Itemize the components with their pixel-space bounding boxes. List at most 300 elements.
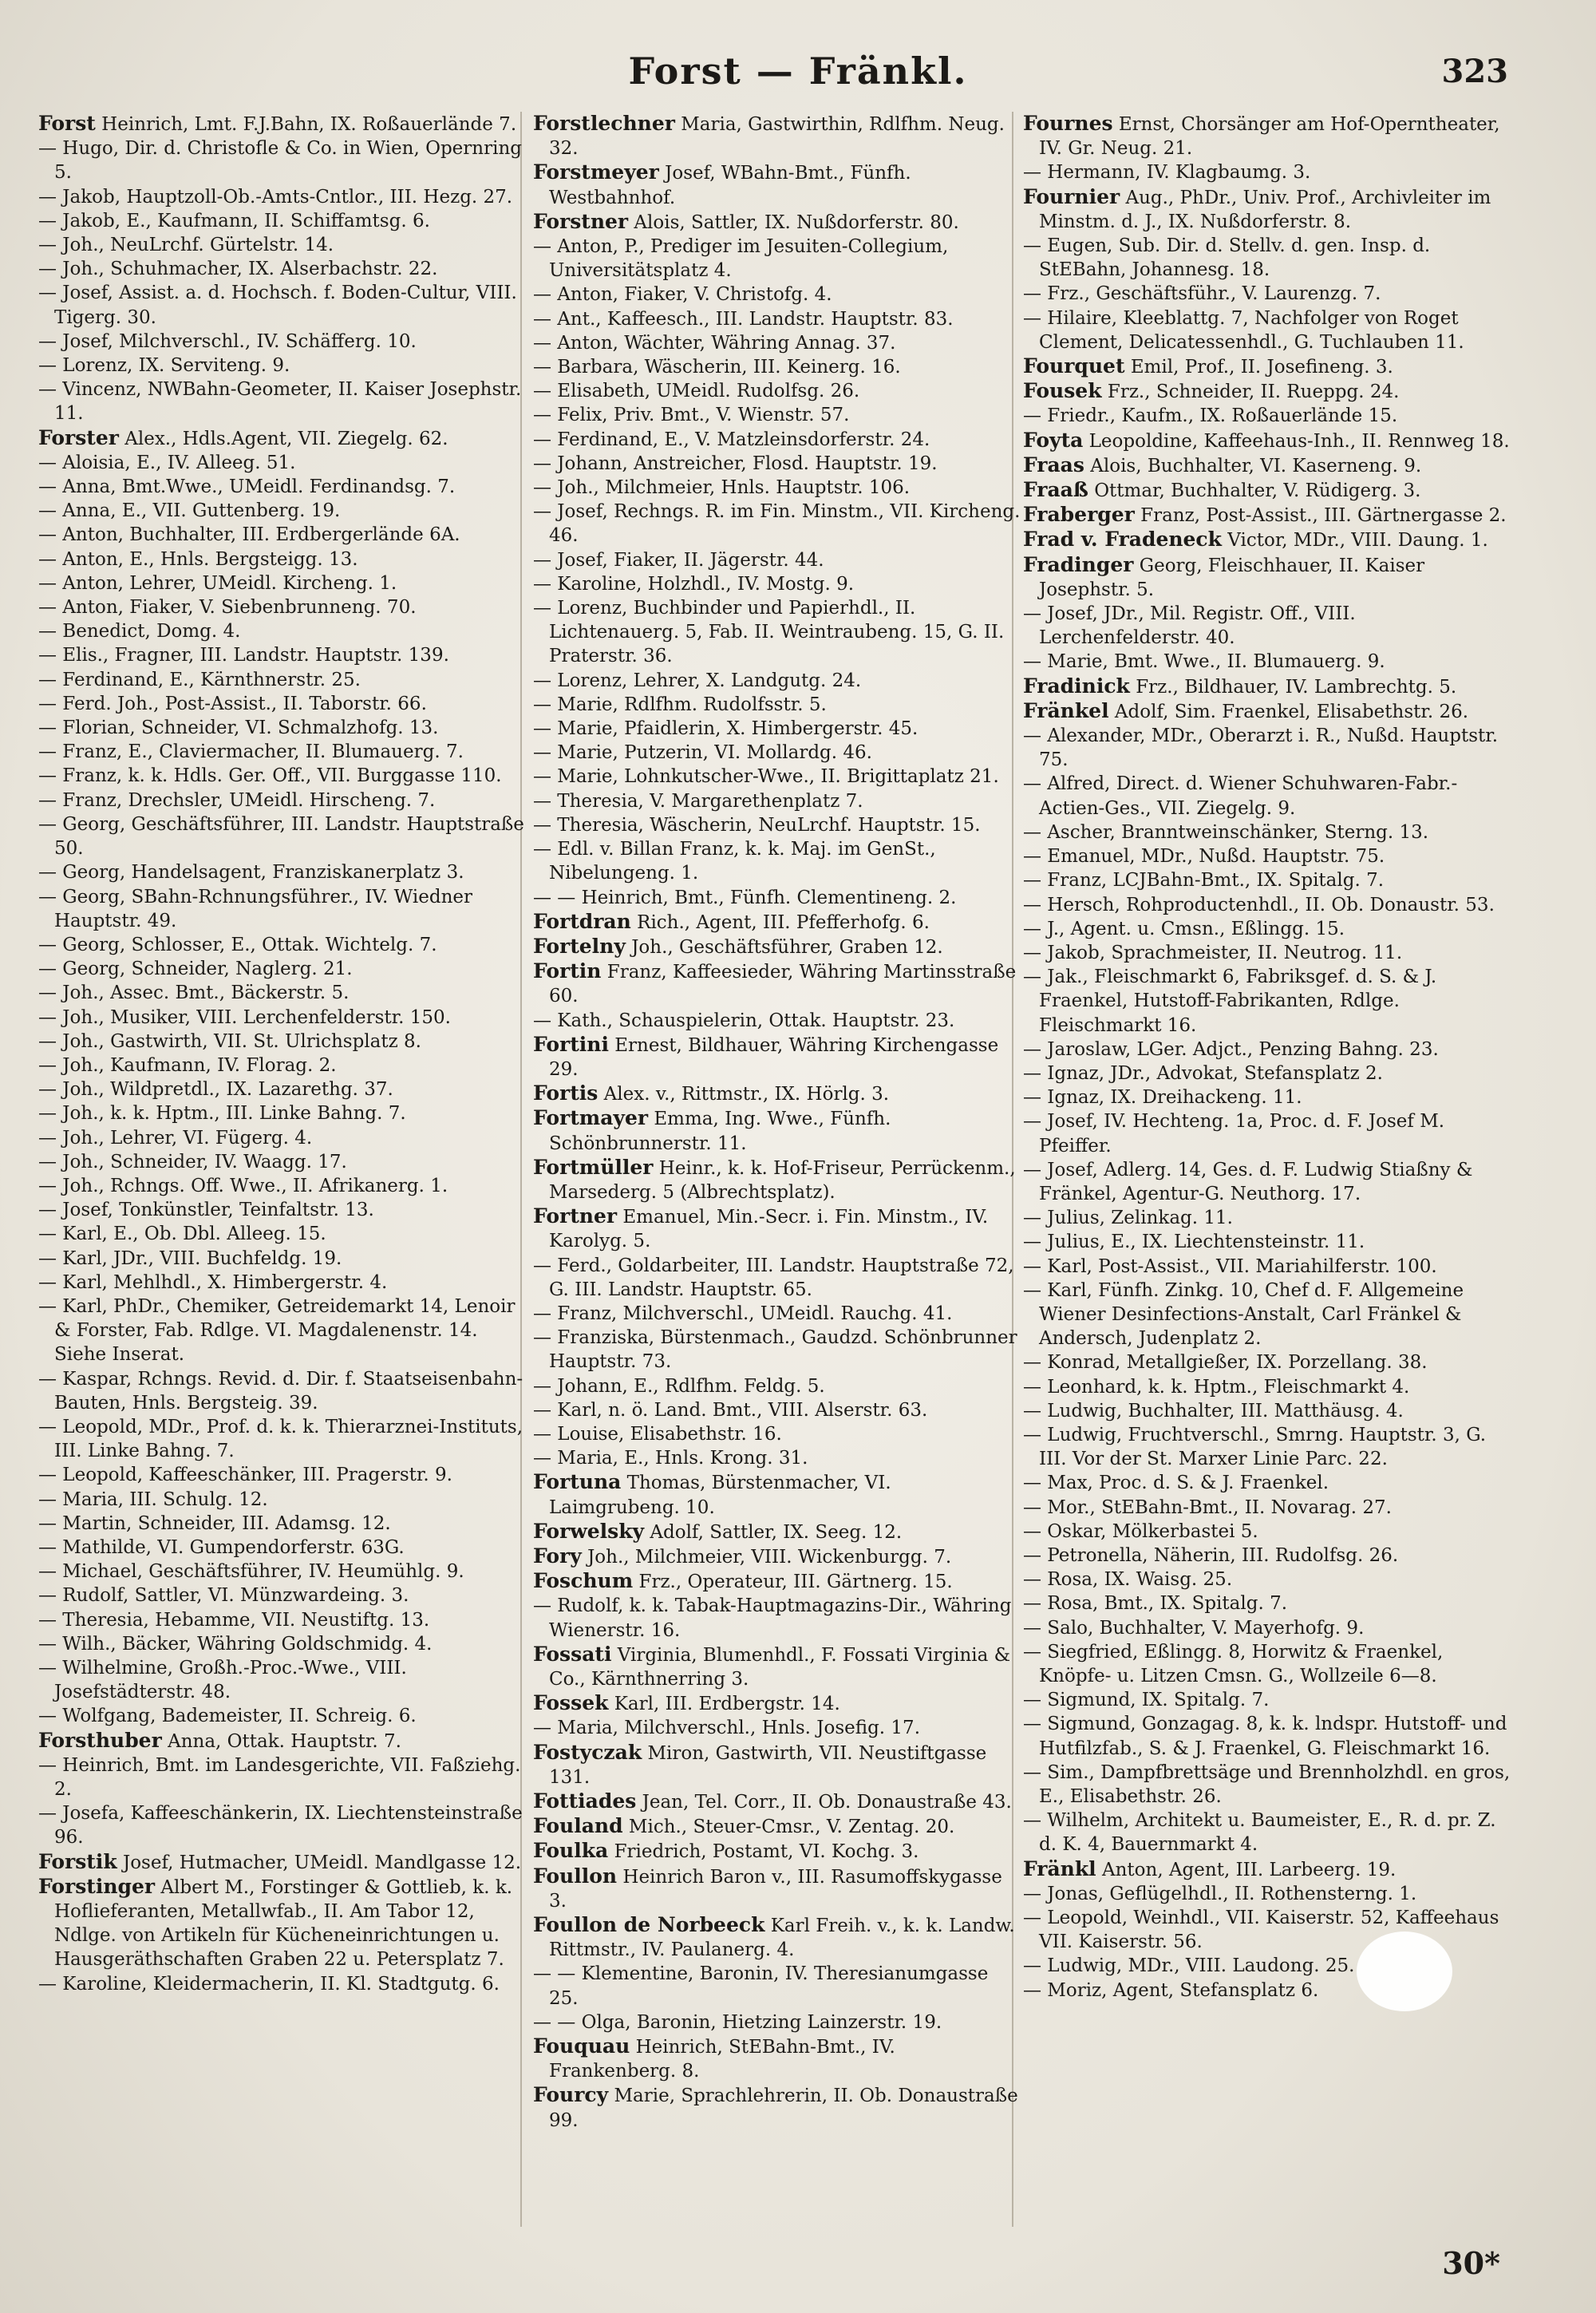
entry-details: — Jaroslaw, LGer. Adjct., Penzing Bahng. 23. (1023, 1038, 1439, 1060)
entry-details: Alois, Buchhalter, VI. Kaserneng. 9. (1090, 455, 1422, 476)
directory-entry (533, 1254, 1021, 1302)
entry-details: — Josef, Milchverschl., IV. Schäfferg. 10. (38, 330, 417, 352)
entry-details: Josef, Hutmacher, UMeidl. Mandlgasse 12. (122, 1852, 522, 1873)
entry-details: — Lorenz, IX. Serviteng. 9. (38, 355, 290, 377)
entry-details: — Josef, Tonkünstler, Teinfaltstr. 13. (38, 1200, 374, 1221)
directory-entry (533, 2034, 1021, 2083)
entry-surname: Fortner (533, 1204, 618, 1228)
directory-entry (38, 1198, 527, 1222)
directory-entry (1023, 1375, 1511, 1399)
entry-details: — Joh., NeuLrchf. Gürtelstr. 14. (38, 235, 334, 256)
entry-details: — Kath., Schauspielerin, Ottak. Hauptstr. 23. (533, 1010, 955, 1031)
entry-surname: Fousek (1023, 379, 1102, 403)
directory-entry (38, 1488, 527, 1512)
directory-entry (38, 860, 527, 884)
entry-details: — Lorenz, Lehrer, X. Landgutg. 24. (533, 670, 862, 691)
directory-entry (1023, 1423, 1511, 1471)
directory-entry (38, 1850, 527, 1875)
directory-entry (533, 1569, 1021, 1594)
directory-entry (38, 1174, 527, 1198)
directory-entry (38, 185, 527, 209)
directory-entry (1023, 1544, 1511, 1568)
entry-surname: Fortdran (533, 909, 631, 933)
entry-details: — Hersch, Rohproductenhdl., II. Ob. Donaustr. 53. (1023, 894, 1495, 915)
entry-details: Mich., Steuer-Cmsr., V. Zentag. 20. (628, 1817, 955, 1838)
directory-entry (1023, 1568, 1511, 1591)
entry-details: — Jakob, Sprachmeister, II. Neutrog. 11. (1023, 942, 1403, 963)
directory-entry (1023, 1688, 1511, 1712)
entry-details: — Hugo, Dir. d. Christofle & Co. in Wien, Opernring 5. (38, 138, 522, 184)
directory-entry (533, 837, 1021, 885)
entry-details: — Anton, Lehrer, UMeidl. Kircheng. 1. (38, 572, 397, 594)
directory-entry (38, 233, 527, 257)
entry-details: — Ferdinand, E., Kärnthnerstr. 25. (38, 669, 361, 690)
entry-surname: Foyta (1023, 428, 1084, 452)
directory-entry (1023, 893, 1511, 917)
entry-details: — Florian, Schneider, VI. Schmalzhofg. 13. (38, 718, 439, 739)
entry-details: — Ignaz, JDr., Advokat, Stefansplatz 2. (1023, 1062, 1383, 1084)
entry-details: — Barbara, Wäscherin, III. Keinerg. 16. (533, 357, 901, 378)
entry-details: Heinr., k. k. Hof-Friseur, Perrückenm., Marsederg. 5 (Albrechtsplatz). (549, 1157, 1016, 1203)
directory-entry (38, 1295, 527, 1367)
directory-entry (533, 1962, 1021, 2010)
directory-entry (1023, 1279, 1511, 1351)
entry-details: — Ludwig, Fruchtverschl., Smrng. Hauptstr. 3, G. III. Vor der St. Marxer Linie Parc. 22. (1023, 1424, 1487, 1470)
directory-entry (38, 378, 527, 425)
directory-entry (38, 1247, 527, 1271)
entry-details: — Anton, Wächter, Währing Annag. 37. (533, 332, 896, 354)
entry-details: — Joh., Assec. Bmt., Bäckerstr. 5. (38, 983, 350, 1004)
entry-details: — Konrad, Metallgießer, IX. Porzellang. 38. (1023, 1352, 1428, 1374)
directory-entry (533, 1302, 1021, 1326)
directory-entry (38, 475, 527, 499)
entry-surname: Forst (38, 112, 96, 135)
entry-details: Karl Freih. v., k. k. Landw. Rittmstr., IV. Paulanerg. 4. (549, 1916, 1015, 1961)
entry-details: Karl, III. Erdbergstr. 14. (614, 1694, 840, 1715)
directory-entry (1023, 868, 1511, 892)
entry-details: — Georg, Handelsagent, Franziskanerplatz 3. (38, 862, 464, 884)
entry-details: — Wilh., Bäcker, Währing Goldschmidg. 4. (38, 1633, 433, 1655)
directory-entry (38, 789, 527, 813)
entry-details: — Anton, P., Prediger im Jesuiten-Collegium, Universitätsplatz 4. (533, 236, 949, 282)
directory-entry (38, 1463, 527, 1487)
entry-details: — Anton, Buchhalter, III. Erdbergerlände 6A. (38, 524, 460, 546)
directory-entry (38, 1801, 527, 1849)
entry-details: — Karl, E., Ob. Dbl. Alleeg. 15. (38, 1224, 326, 1245)
entry-details: — Anna, E., VII. Guttenberg. 19. (38, 500, 341, 522)
directory-entry (38, 1222, 527, 1246)
entry-details: — Johann, Anstreicher, Flosd. Hauptstr. 19. (533, 453, 938, 474)
directory-entry (1023, 1809, 1511, 1856)
entry-details: Heinrich Baron v., III. Rasumoffskygasse 3. (549, 1866, 1002, 1912)
entry-details: Thomas, Bürstenmacher, VI. Laimgrubeng. 10. (549, 1473, 891, 1518)
entry-details: — Maria, E., Hnls. Krong. 31. (533, 1448, 808, 1469)
entry-details: — Josef, IV. Hechteng. 1a, Proc. d. F. Josef M. Pfeiffer. (1023, 1111, 1445, 1156)
entry-details: — Alfred, Direct. d. Wiener Schuhwaren-Fabr.-Actien-Ges., VII. Ziegelg. 9. (1023, 773, 1458, 819)
directory-entry (533, 2083, 1021, 2132)
entry-details: Aug., PhDr., Univ. Prof., Archivleiter im Minstm. d. J., IX. Nußdorferstr. 8. (1039, 187, 1491, 232)
entry-details: — Joh., Lehrer, VI. Fügerg. 4. (38, 1127, 313, 1149)
entry-surname: Fortmayer (533, 1106, 649, 1130)
directory-entry (1023, 1350, 1511, 1374)
directory-entry (533, 959, 1021, 1008)
entry-details: — Marie, Lohnkutscher-Wwe., II. Brigittaplatz 21. (533, 766, 999, 788)
entry-surname: Fouland (533, 1814, 623, 1838)
entry-surname: Fouquau (533, 2034, 630, 2058)
entry-details: — Lorenz, Buchbinder und Papierhdl., II. Lichtenauerg. 5, Fab. II. Weintraubeng. 15, G. II. Praterstr. 36. (533, 598, 1005, 667)
directory-entry (1023, 844, 1511, 868)
entry-details: — Leopold, Weinhdl., VII. Kaiserstr. 52, Kaffeehaus VII. Kaiserstr. 56. (1023, 1908, 1499, 1953)
entry-details: Frz., Bildhauer, IV. Lambrechtg. 5. (1136, 676, 1457, 698)
directory-entry (38, 136, 527, 184)
entry-details: — Ascher, Branntweinschänker, Sterng. 13. (1023, 821, 1429, 843)
entry-surname: Fostyczak (533, 1740, 642, 1764)
entry-details: — Maria, Milchverschl., Hnls. Josefig. 17. (533, 1718, 920, 1739)
directory-entry (38, 643, 527, 667)
entry-details: — Ludwig, Buchhalter, III. Matthäusg. 4. (1023, 1400, 1404, 1421)
directory-entry (38, 1754, 527, 1801)
directory-entry (1023, 1496, 1511, 1520)
directory-entry (1023, 1591, 1511, 1615)
directory-entry (533, 1156, 1021, 1204)
entry-details: — Vincenz, NWBahn-Geometer, II. Kaiser Josephstr. 11. (38, 379, 522, 425)
directory-entry (1023, 282, 1511, 306)
directory-entry (1023, 1857, 1511, 1882)
entry-details: Georg, Fleischhauer, II. Kaiser Josephstr. 5. (1039, 555, 1425, 600)
directory-entry (38, 764, 527, 788)
entry-details: — Marie, Rdlfhm. Rudolfsstr. 5. (533, 694, 827, 715)
directory-entry (533, 741, 1021, 765)
entry-details: — Marie, Bmt. Wwe., II. Blumauerg. 9. (1023, 651, 1385, 673)
directory-entry (1023, 674, 1511, 699)
entry-details: — Jak., Fleischmarkt 6, Fabriksgef. d. S. & J. Fraenkel, Hutstoff-Fabrikanten, Rdlge. Fleischmarkt 16. (1023, 967, 1437, 1036)
directory-entry (1023, 1038, 1511, 1062)
entry-details: — Joh., k. k. Hptm., III. Linke Bahng. 7. (38, 1103, 406, 1125)
directory-entry (533, 452, 1021, 476)
directory-entry (1023, 917, 1511, 941)
entry-details: — Rosa, Bmt., IX. Spitalg. 7. (1023, 1593, 1288, 1615)
entry-details: — Josef, Adlerg. 14, Ges. d. F. Ludwig Stiaßny & Fränkel, Agentur-G. Neuthorg. 17. (1023, 1159, 1473, 1204)
entry-details: Josef, WBahn-Bmt., Fünfh. Westbahnhof. (549, 163, 911, 208)
entry-details: — Elis., Fragner, III. Landstr. Hauptstr. 139. (38, 645, 449, 666)
directory-entry (1023, 429, 1511, 453)
directory-entry (38, 1632, 527, 1656)
entry-details: — Ludwig, MDr., VIII. Laudong. 25. (1023, 1955, 1355, 1977)
directory-entry (38, 981, 527, 1005)
entry-details: — Karl, Post-Assist., VII. Mariahilferstr. 100. (1023, 1255, 1437, 1277)
entry-details: — Elisabeth, UMeidl. Rudolfsg. 26. (533, 381, 860, 402)
directory-entry (1023, 112, 1511, 160)
directory-entry (1023, 553, 1511, 602)
entry-details: — Martin, Schneider, III. Adamsg. 12. (38, 1512, 391, 1534)
entry-details: Heinrich, Lmt. F.J.Bahn, IX. Roßauerlände 7. (101, 114, 517, 135)
entry-details: — Joh., Milchmeier, Hnls. Hauptstr. 106. (533, 477, 911, 499)
directory-entry (1023, 503, 1511, 528)
entry-details: — Leopold, MDr., Prof. d. k. k. Thierarznei-Instituts, III. Linke Bahng. 7. (38, 1416, 523, 1462)
directory-entry (1023, 602, 1511, 650)
directory-entry (38, 1126, 527, 1150)
directory-entry (1023, 160, 1511, 184)
directory-entry (38, 933, 527, 957)
entry-details: — Wilhelm, Architekt u. Baumeister, E., R. d. pr. Z. d. K. 4, Bauernmarkt 4. (1023, 1810, 1496, 1856)
directory-entry (533, 112, 1021, 160)
directory-entry (1023, 1399, 1511, 1423)
directory-entry (1023, 1109, 1511, 1157)
entry-surname: Fottiades (533, 1789, 637, 1813)
entry-details: — Karl, PhDr., Chemiker, Getreidemarkt 14, Lenoir & Forster, Fab. Rdlge. VI. Magdalenenstr. 14. Siehe Inserat. (38, 1295, 516, 1366)
directory-entry (38, 112, 527, 136)
entry-details: — Julius, E., IX. Liechtensteinstr. 11. (1023, 1232, 1365, 1253)
directory-entry (1023, 528, 1511, 552)
directory-entry (38, 1584, 527, 1607)
directory-entry (533, 1446, 1021, 1470)
entry-surname: Frad v. Fradeneck (1023, 528, 1222, 552)
entry-details: — Alexander, MDr., Oberarzt i. R., Nußd. Hauptstr. 75. (1023, 726, 1499, 771)
entry-details: — Benedict, Domg. 4. (38, 621, 241, 642)
entry-surname: Fradinick (1023, 674, 1130, 698)
directory-entry (533, 307, 1021, 331)
entry-surname: Forstinger (38, 1874, 156, 1898)
entry-details: — Joh., Gastwirth, VII. St. Ulrichsplatz 8. (38, 1030, 421, 1052)
entry-details: — Wolfgang, Bademeister, II. Schreig. 6. (38, 1706, 417, 1727)
column-2 (533, 112, 1021, 2267)
entry-details: — Jakob, Hauptzoll-Ob.-Amts-Cntlor., III. Hezg. 27. (38, 186, 513, 208)
entry-details: — Franz, Drechsler, UMeidl. Hirscheng. 7. (38, 789, 436, 811)
entry-details: — Franz, E., Claviermacher, II. Blumauerg. 7. (38, 741, 464, 763)
directory-entry (38, 813, 527, 860)
entry-surname: Fortis (533, 1081, 598, 1105)
directory-entry (38, 1536, 527, 1560)
directory-entry (38, 523, 527, 547)
directory-entry (533, 1106, 1021, 1155)
entry-details: Albert M., Forstinger & Gottlieb, k. k. Hoflieferanten, Metallwfab., II. Am Tabor 12, Ndlge. von Artikeln für Kücheneinrichtungen u. Hausgeräthschaften Graben 22 u. Petersplatz 7. (54, 1876, 513, 1971)
entry-surname: Fossek (533, 1691, 609, 1715)
entry-details: — Sigmund, Gonzagag. 8, k. k. lndspr. Hutstoff- und Hutfilzfab., S. & J. Fraenkel, G. Fleischmarkt 16. (1023, 1714, 1507, 1759)
entry-details: Ottmar, Buchhalter, V. Rüdigerg. 3. (1094, 480, 1421, 502)
entry-details: — Mor., StEBahn-Bmt., II. Novarag. 27. (1023, 1497, 1392, 1518)
entry-details: — Heinrich, Bmt. im Landesgerichte, VII. Faßziehg. 2. (38, 1754, 521, 1801)
entry-details: Franz, Kaffeesieder, Währing Martinsstraße 60. (549, 962, 1017, 1007)
entry-details: Alex. v., Rittmstr., IX. Hörlg. 3. (603, 1084, 890, 1105)
directory-entry (38, 354, 527, 378)
entry-details: Anton, Agent, III. Larbeerg. 19. (1102, 1859, 1396, 1880)
directory-entry (38, 1415, 527, 1463)
entry-surname: Fournes (1023, 112, 1113, 135)
directory-entry (533, 379, 1021, 403)
entry-details: — Karoline, Kleidermacherin, II. Kl. Stadtgutg. 6. (38, 1973, 500, 1995)
entry-details: — Moriz, Agent, Stefansplatz 6. (1023, 1979, 1319, 2001)
entry-details: — Jakob, E., Kaufmann, II. Schiffamtsg. 6. (38, 210, 430, 231)
entry-surname: Fortmüller (533, 1155, 654, 1179)
entry-details: Ernest, Bildhauer, Währing Kirchengasse 29. (549, 1034, 999, 1080)
entry-details: Marie, Sprachlehrerin, II. Ob. Donaustraße 99. (549, 2086, 1018, 2131)
directory-entry (533, 355, 1021, 379)
directory-entry (1023, 965, 1511, 1038)
directory-entry (38, 1512, 527, 1536)
directory-entry (38, 1704, 527, 1728)
directory-entry (38, 1875, 527, 1972)
entry-details: — Franz, k. k. Hdls. Ger. Off., VII. Burggasse 110. (38, 765, 502, 787)
entry-details: — Ferdinand, E., V. Matzleinsdorferstr. 24. (533, 429, 930, 450)
directory-entry (533, 813, 1021, 837)
entry-details: — Rudolf, Sattler, VI. Münzwardeing. 3. (38, 1585, 409, 1607)
entry-details: Miron, Gastwirth, VII. Neustiftgasse 131. (549, 1742, 987, 1788)
directory-entry (1023, 1158, 1511, 1206)
directory-entry (533, 1009, 1021, 1033)
entry-details: — Anton, Fiaker, V. Siebenbrunneng. 70. (38, 597, 417, 619)
entry-details: — Friedr., Kaufm., IX. Roßauerlände 15. (1023, 405, 1398, 427)
directory-entry (1023, 941, 1511, 965)
directory-entry (533, 1398, 1021, 1422)
directory-entry (1023, 1206, 1511, 1230)
running-head: Forst — Fränkl. (628, 49, 968, 93)
entry-details: Frz., Schneider, II. Rueppg. 24. (1107, 382, 1400, 403)
directory-entry (1023, 306, 1511, 354)
directory-entry (38, 451, 527, 475)
directory-entry (533, 935, 1021, 959)
directory-entry (533, 1716, 1021, 1740)
column-1 (38, 112, 527, 2267)
directory-entry (38, 1367, 527, 1415)
signature-mark: 30* (1442, 2245, 1500, 2281)
entry-details: Victor, MDr., VIII. Daung. 1. (1227, 530, 1488, 552)
directory-entry (533, 1594, 1021, 1642)
entry-details: — Joh., Kaufmann, IV. Florag. 2. (38, 1054, 337, 1076)
directory-entry (1023, 453, 1511, 478)
entry-details: — Eugen, Sub. Dir. d. Stellv. d. gen. Insp. d. StEBahn, Johannesg. 18. (1023, 235, 1431, 281)
entry-details: — Emanuel, MDr., Nußd. Hauptstr. 75. (1023, 846, 1385, 868)
directory-entry (533, 1422, 1021, 1446)
directory-entry (533, 500, 1021, 548)
directory-entry (1023, 1616, 1511, 1640)
directory-entry (533, 1374, 1021, 1398)
entry-details: — Georg, Schneider, Naglerg. 21. (38, 959, 353, 980)
entry-details: — Aloisia, E., IV. Alleeg. 51. (38, 452, 296, 473)
directory-entry (533, 596, 1021, 669)
directory-entry (38, 330, 527, 354)
entry-details: — Ferd., Goldarbeiter, III. Landstr. Hauptstraße 72, G. III. Landstr. Hauptstr. 65. (533, 1255, 1014, 1300)
entry-surname: Foullon de Norbeeck (533, 1913, 765, 1937)
directory-entry (1023, 185, 1511, 234)
directory-entry (533, 1081, 1021, 1106)
directory-entry (38, 619, 527, 643)
directory-entry (1023, 478, 1511, 503)
directory-entry (533, 2011, 1021, 2034)
entry-surname: Fraaß (1023, 478, 1088, 502)
directory-entry (533, 548, 1021, 572)
entry-details: Jean, Tel. Corr., II. Ob. Donaustraße 43. (642, 1792, 1012, 1813)
entry-details: Adolf, Sim. Fraenkel, Elisabethstr. 26. (1114, 701, 1469, 722)
entry-details: — Kaspar, Rchngs. Revid. d. Dir. f. Staatseisenbahn-Bauten, Hnls. Bergsteig. 39. (38, 1368, 523, 1414)
directory-entry (533, 1913, 1021, 1962)
directory-entry (1023, 699, 1511, 724)
entry-surname: Fortelny (533, 934, 626, 958)
directory-entry (38, 668, 527, 692)
entry-surname: Fournier (1023, 184, 1120, 208)
directory-entry (533, 160, 1021, 209)
entry-details: — — Olga, Baronin, Hietzing Lainzerstr. 19. (533, 2011, 942, 2033)
directory-entry (533, 331, 1021, 355)
entry-details: — Louise, Elisabethstr. 16. (533, 1423, 782, 1445)
entry-details: — Hermann, IV. Klagbaumg. 3. (1023, 162, 1311, 184)
entry-details: — Marie, Putzerin, VI. Mollardg. 46. (533, 742, 872, 764)
entry-details: — Josef, JDr., Mil. Registr. Off., VIII. Lerchenfelderstr. 40. (1023, 603, 1356, 649)
entry-details: Emma, Ing. Wwe., Fünfh. Schönbrunnerstr. 11. (549, 1109, 891, 1154)
directory-entry (38, 281, 527, 329)
directory-entry (38, 571, 527, 595)
entry-details: — Maria, III. Schulg. 12. (38, 1489, 268, 1510)
directory-entry (38, 1972, 527, 1996)
directory-entry (38, 209, 527, 233)
entry-details: — Sim., Dampfbrettsäge und Brennholzhdl. en gros, E., Elisabethstr. 26. (1023, 1761, 1511, 1808)
directory-entry (533, 403, 1021, 427)
directory-entry (38, 1271, 527, 1295)
entry-details: Leopoldine, Kaffeehaus-Inh., II. Rennweg 18. (1088, 430, 1510, 452)
directory-entry (38, 499, 527, 523)
entry-details: — Josef, Assist. a. d. Hochsch. f. Boden-Cultur, VIII. Tigerg. 30. (38, 283, 517, 328)
entry-details: — Joh., Musiker, VIII. Lerchenfelderstr. 150. (38, 1006, 451, 1028)
directory-entry (1023, 724, 1511, 772)
entry-details: — Karl, n. ö. Land. Bmt., VIII. Alserstr. 63. (533, 1399, 928, 1421)
directory-entry (1023, 1882, 1511, 1906)
entry-details: — Rudolf, k. k. Tabak-Hauptmagazins-Dir., Währing Wienerstr. 16. (533, 1595, 1012, 1641)
directory-entry (1023, 379, 1511, 404)
directory-entry (1023, 650, 1511, 674)
entry-details: Rich., Agent, III. Pfefferhofg. 6. (637, 911, 930, 933)
directory-entry (1023, 404, 1511, 428)
paper-blemish (1357, 1931, 1452, 2011)
entry-details: Joh., Geschäftsführer, Graben 12. (631, 936, 943, 958)
entry-details: — Ferd. Joh., Post-Assist., II. Taborstr. 66. (38, 693, 427, 714)
entry-details: Joh., Milchmeier, VIII. Wickenburgg. 7. (587, 1546, 952, 1568)
entry-details: Friedrich, Postamt, VI. Kochg. 3. (614, 1841, 919, 1863)
entry-details: — Anton, E., Hnls. Bergsteigg. 13. (38, 548, 358, 570)
entry-details: — Karl, JDr., VIII. Buchfeldg. 19. (38, 1247, 342, 1269)
directory-entry (38, 257, 527, 281)
entry-details: — Salo, Buchhalter, V. Mayerhofg. 9. (1023, 1617, 1365, 1639)
entry-details: — Theresia, V. Margarethenplatz 7. (533, 790, 863, 812)
entry-details: Adolf, Sattler, IX. Seeg. 12. (650, 1521, 903, 1543)
directory-entry (38, 1150, 527, 1174)
directory-entry (533, 1789, 1021, 1814)
directory-entry (533, 886, 1021, 910)
directory-entry (533, 235, 1021, 283)
entry-details: — Edl. v. Billan Franz, k. k. Maj. im GenSt., Nibelungeng. 1. (533, 839, 936, 884)
entry-details: — Karl, Fünfh. Zinkg. 10, Chef d. F. Allgemeine Wiener Desinfections-Anstalt, Carl Fränkel & Andersch, Judenplatz 2. (1023, 1279, 1464, 1350)
entry-details: — Joh., Wildpretdl., IX. Lazarethg. 37. (38, 1079, 393, 1101)
directory-entry (533, 693, 1021, 717)
entry-details: — Johann, E., Rdlfhm. Feldg. 5. (533, 1375, 825, 1397)
directory-entry (1023, 1255, 1511, 1279)
entry-details: — Joh., Schuhmacher, IX. Alserbachstr. 22. (38, 259, 438, 280)
directory-entry (38, 595, 527, 619)
entry-details: Frz., Operateur, III. Gärtnerg. 15. (638, 1572, 953, 1593)
entry-details: Heinrich, StEBahn-Bmt., IV. Frankenberg. 8. (549, 2037, 895, 2082)
directory-entry (38, 1077, 527, 1101)
directory-entry (1023, 1230, 1511, 1254)
directory-entry (1023, 1761, 1511, 1809)
entry-details: — Theresia, Wäscherin, NeuLrchf. Hauptstr. 15. (533, 814, 981, 836)
directory-entry (1023, 1520, 1511, 1544)
directory-entry (1023, 1062, 1511, 1085)
directory-entry (1023, 1712, 1511, 1760)
entry-surname: Forwelsky (533, 1519, 645, 1543)
directory-entry (533, 1691, 1021, 1716)
directory-entry (1023, 1085, 1511, 1109)
entry-details: — Hilaire, Kleeblattg. 7, Nachfolger von Roget Clement, Delicatessenhdl., G. Tuchlauben 11. (1023, 307, 1464, 353)
entry-details: — Franziska, Bürstenmach., Gaudzd. Schönbrunner Hauptstr. 73. (533, 1327, 1017, 1373)
directory-entry (1023, 1640, 1511, 1688)
